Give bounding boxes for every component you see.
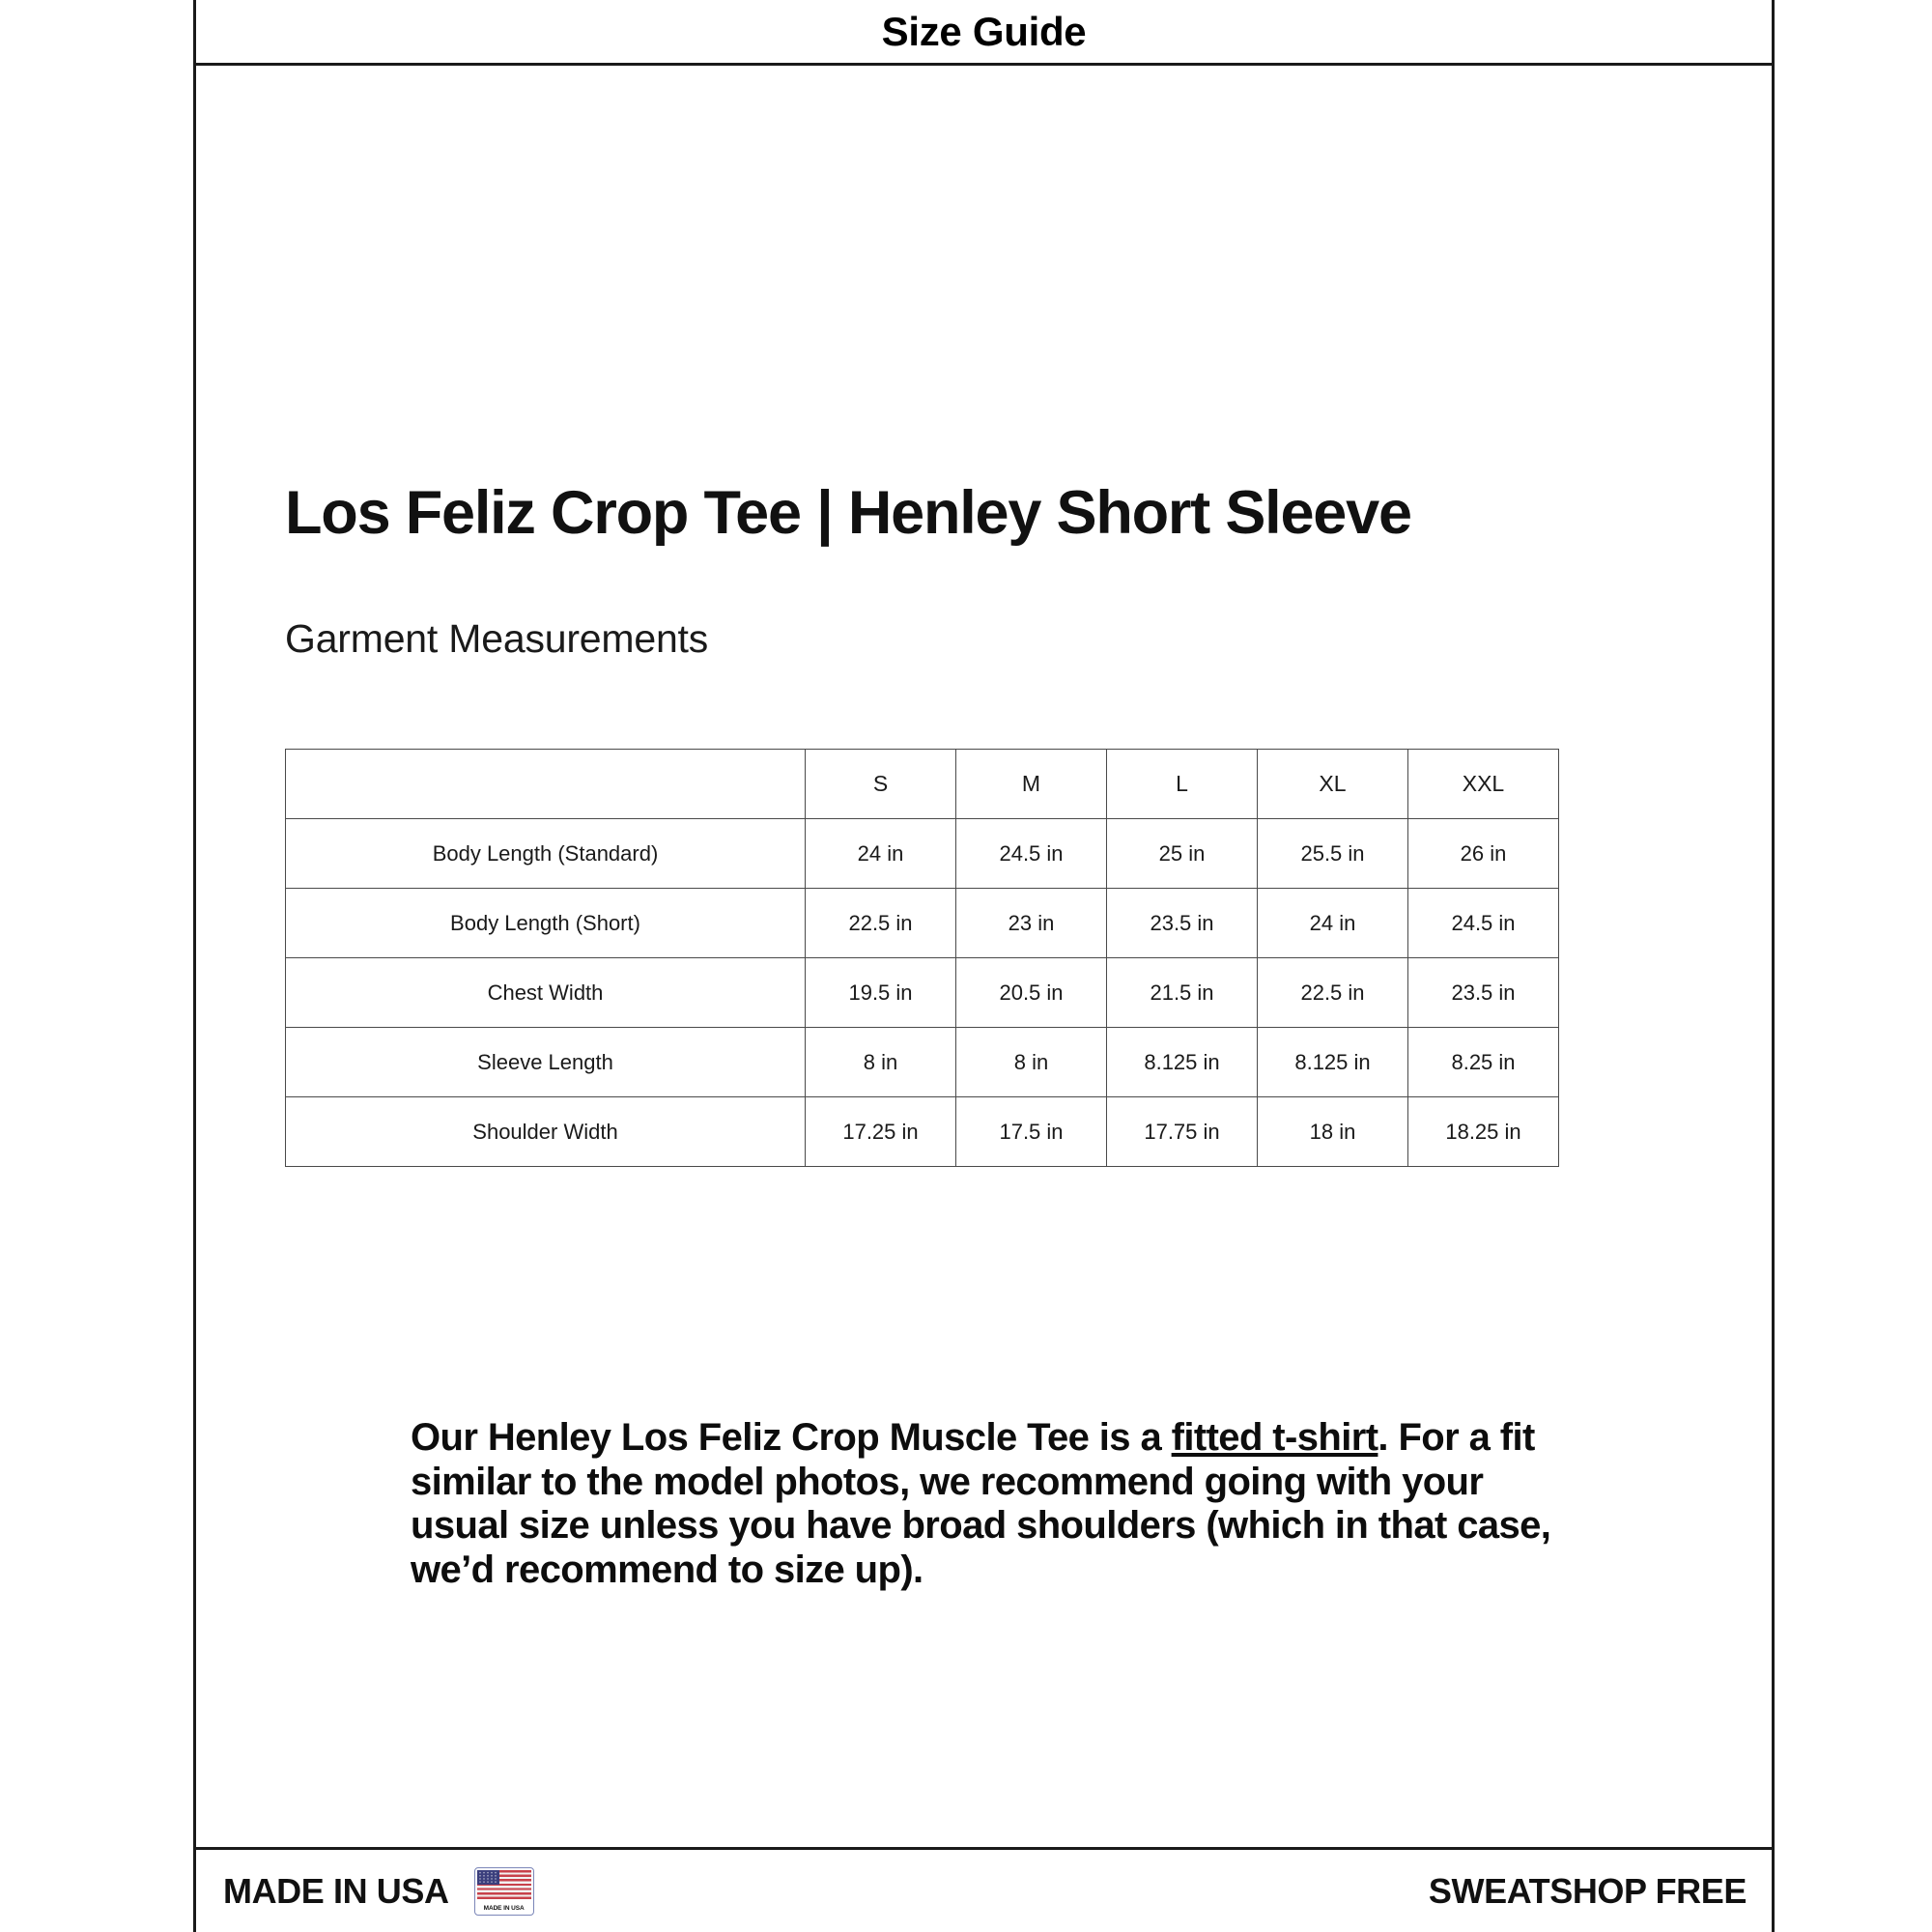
cell-value: 17.75 in: [1107, 1097, 1258, 1167]
cell-value: 23 in: [956, 889, 1107, 958]
cell-value: 18.25 in: [1408, 1097, 1559, 1167]
cell-value: 22.5 in: [1258, 958, 1408, 1028]
table-body: [286, 819, 1559, 1167]
cell-value: 17.25 in: [806, 1097, 956, 1167]
cell-value: 25 in: [1107, 819, 1258, 889]
cell-value: 23.5 in: [1107, 889, 1258, 958]
column-header-s: S: [806, 750, 956, 819]
cell-value: 8 in: [806, 1028, 956, 1097]
row-label: Sleeve Length: [286, 1028, 806, 1097]
cell-value: 25.5 in: [1258, 819, 1408, 889]
cell-value: 8 in: [956, 1028, 1107, 1097]
row-label: Body Length (Short): [286, 889, 806, 958]
fit-note-underlined-term: fitted t-shirt: [1171, 1416, 1378, 1459]
column-header-l: L: [1107, 750, 1258, 819]
made-in-usa-label: MADE IN USA: [223, 1870, 449, 1911]
cell-value: 24.5 in: [1408, 889, 1559, 958]
table-row: [286, 1097, 1559, 1167]
table-header-row: [286, 750, 1559, 819]
row-label: Chest Width: [286, 958, 806, 1028]
column-header-xxl: XXL: [1408, 750, 1559, 819]
footer-left-group: [223, 1867, 534, 1916]
size-measurements-table: [285, 749, 1559, 1167]
product-title: Los Feliz Crop Tee | Henley Short Sleeve: [285, 479, 1411, 547]
cell-value: 20.5 in: [956, 958, 1107, 1028]
fit-note-part1: Our Henley Los Feliz Crop Muscle Tee is a: [411, 1416, 1172, 1459]
document-body: [196, 66, 1772, 1847]
page-title: Size Guide: [881, 8, 1087, 54]
flag-canton-stars: [477, 1870, 500, 1886]
fit-recommendation-note: [411, 1416, 1575, 1592]
page-header: [196, 0, 1772, 66]
row-label: Shoulder Width: [286, 1097, 806, 1167]
column-header-m: M: [956, 750, 1107, 819]
cell-value: 21.5 in: [1107, 958, 1258, 1028]
fit-note-part2: . For a fit similar to the model photos, we recommend going with your usual size unless you have broad shoulders (which in that case, we’d recommend to size up).: [411, 1416, 1551, 1591]
footer-right-group: [1429, 1871, 1747, 1912]
table-row: [286, 1028, 1559, 1097]
cell-value: 19.5 in: [806, 958, 956, 1028]
sweatshop-free-label: SWEATSHOP FREE: [1428, 1870, 1747, 1911]
table-corner-cell: [286, 750, 806, 819]
content-block: [285, 481, 1758, 1167]
cell-value: 8.125 in: [1107, 1028, 1258, 1097]
cell-value: 8.125 in: [1258, 1028, 1408, 1097]
table-header: [286, 750, 1559, 819]
cell-value: 23.5 in: [1408, 958, 1559, 1028]
document-sheet: [193, 0, 1775, 1932]
table-row: [286, 889, 1559, 958]
cell-value: 17.5 in: [956, 1097, 1107, 1167]
row-label: Body Length (Standard): [286, 819, 806, 889]
table-row: [286, 819, 1559, 889]
cell-value: 18 in: [1258, 1097, 1408, 1167]
flag-stripes: [477, 1870, 531, 1899]
column-header-xl: XL: [1258, 750, 1408, 819]
cell-value: 26 in: [1408, 819, 1559, 889]
cell-value: 24 in: [1258, 889, 1408, 958]
table-row: [286, 958, 1559, 1028]
page-footer: [196, 1847, 1772, 1932]
section-subtitle: Garment Measurements: [285, 616, 709, 662]
cell-value: 22.5 in: [806, 889, 956, 958]
flag-badge-label: MADE IN USA: [483, 1905, 525, 1912]
cell-value: 24 in: [806, 819, 956, 889]
us-flag-icon: [474, 1867, 534, 1916]
cell-value: 24.5 in: [956, 819, 1107, 889]
cell-value: 8.25 in: [1408, 1028, 1559, 1097]
